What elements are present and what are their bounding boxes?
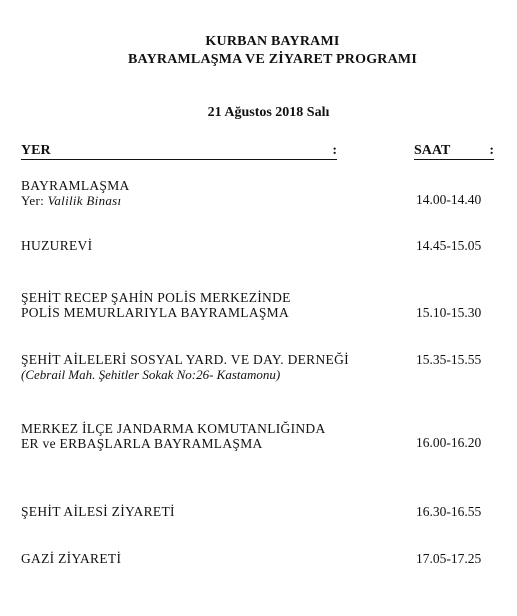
program-item-title: MERKEZ İLÇE JANDARMA KOMUTANLIĞINDA	[21, 421, 326, 436]
program-item-time: 14.00-14.40	[416, 192, 482, 207]
column-header-place-label: YER	[21, 143, 51, 158]
location-value: Valilik Binası	[47, 193, 122, 208]
program-date: 21 Ağustos 2018 Salı	[207, 105, 330, 120]
program-item-bayramlasma	[21, 178, 130, 208]
program-item-title: ŞEHİT RECEP ŞAHİN POLİS MERKEZİNDE	[21, 290, 291, 305]
program-item-gendarmerie	[21, 421, 326, 451]
program-item-title: ŞEHİT AİLELERİ SOSYAL YARD. VE DAY. DERNEĞİ	[21, 352, 349, 367]
program-item-martyr-family-visit	[21, 504, 175, 519]
program-item-title: HUZUREVİ	[21, 238, 93, 253]
program-item-title-line2: POLİS MEMURLARIYLA BAYRAMLAŞMA	[21, 305, 290, 320]
program-item-title: GAZİ ZİYARETİ	[21, 551, 122, 566]
program-item-title: BAYRAMLAŞMA	[21, 178, 130, 193]
program-item-time: 15.10-15.30	[416, 305, 482, 320]
program-item-time: 16.00-16.20	[416, 435, 482, 450]
program-item-huzurevi	[21, 238, 92, 253]
program-item-location	[21, 193, 130, 208]
program-item-title-line2: ER ve ERBAŞLARLA BAYRAMLAŞMA	[21, 436, 263, 451]
program-item-veteran-visit	[21, 551, 121, 566]
document-title: KURBAN BAYRAMI	[205, 34, 340, 49]
location-prefix: Yer:	[21, 193, 48, 208]
column-header-time	[414, 143, 494, 160]
column-header-place-colon: :	[332, 143, 337, 158]
program-item-police-station	[21, 290, 291, 320]
document-subtitle: BAYRAMLAŞMA VE ZİYARET PROGRAMI	[128, 52, 417, 67]
column-header-time-label: SAAT	[414, 143, 451, 158]
program-item-time: 16.30-16.55	[416, 504, 482, 519]
program-item-time: 14.45-15.05	[416, 238, 482, 253]
program-item-title: ŞEHİT AİLESİ ZİYARETİ	[21, 504, 175, 519]
program-item-time: 15.35-15.55	[416, 352, 482, 367]
program-item-time: 17.05-17.25	[416, 551, 482, 566]
column-header-time-colon: :	[489, 143, 494, 158]
program-item-martyr-association	[21, 352, 349, 382]
column-header-place	[21, 143, 337, 160]
program-item-address: (Cebrail Mah. Şehitler Sokak No:26- Kastamonu)	[21, 367, 281, 382]
